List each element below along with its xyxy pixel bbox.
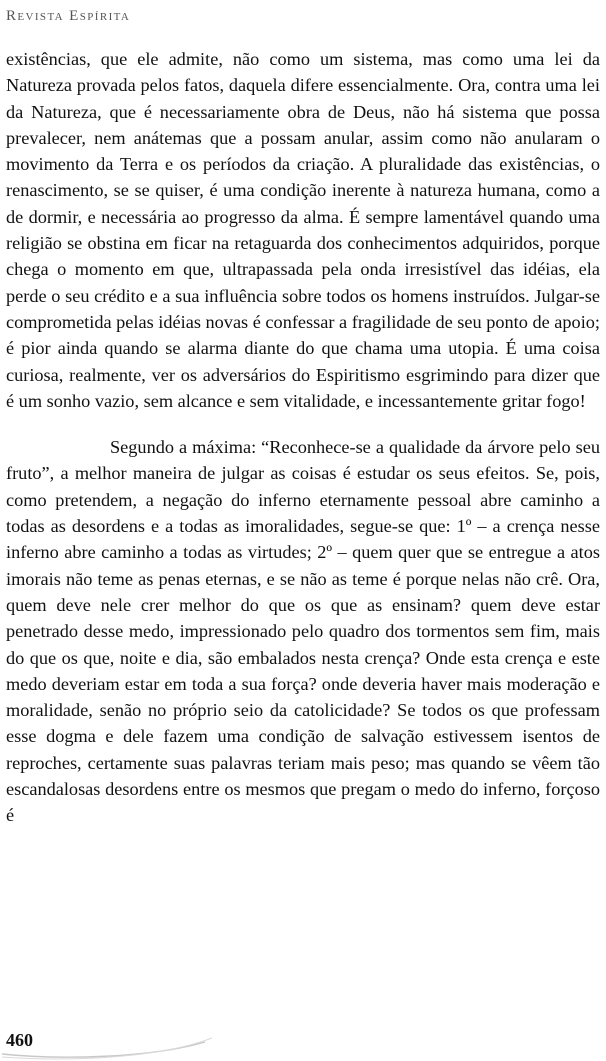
page-number: 460 — [6, 1030, 33, 1050]
paragraph: existências, que ele admite, não como um sistema, mas como uma lei da Natureza provada pelos fatos, daquela difere essencialmente. Ora, contra uma lei da Natureza, que é necessariamente obra de Deus, não há sistema que possa prevalecer, nem anátemas que a possam anular, assim como não anularam o movimento da Terra e os períodos da criação. A pluralidade das existências, o renascimento, se se quiser, é uma condição inerente à natureza humana, como a de dormir, e necessária ao progresso da alma. É sempre lamentável quando uma religião se obstina em ficar na retaguarda dos conhecimentos adquiridos, porque chega o momento em que, ultrapassada pela onda irresistível das idéias, ela perde o seu crédito e a sua influência sobre todos os homens instruídos. Julgar-se comprometida pelas idéias novas é confessar a fragilidade de seu ponto de apoio; é pior ainda quando se alarma diante do que chama uma utopia. É uma coisa curiosa, realmente, ver os adversários do Espiritismo esgrimindo para dizer que é um sonho vazio, sem alcance e sem vitalidade, e incessantemente gritar fogo! — [6, 49, 600, 411]
body-text — [6, 46, 600, 829]
folio-swoosh-ornament — [0, 1024, 220, 1061]
running-title: Revista Espírita — [6, 8, 131, 24]
paragraph: Segundo a máxima: “Reconhece-se a qualidade da árvore pelo seu fruto”, a melhor maneira de julgar as coisas é estudar os seus efeitos. Se, pois, como pretendem, a negação do inferno eternamente pessoal abre caminho a todas as desordens e a todas as imoralidades, segue-se que: 1º – a crença nesse inferno abre caminho a todas as virtudes; 2º – quem quer que se entregue a atos imorais não teme as penas eternas, e se não as teme é porque nelas não crê. Ora, quem deve nele crer melhor do que os que as ensinam? quem deve estar penetrado desse medo, impressionado pelo quadro dos tormentos sem fim, mais do que os que, noite e dia, são embalados nesta crença? Onde esta crença e este medo deveriam estar em toda a sua força? onde deveria haver mais moderação e moralidade, senão no próprio seio da catolicidade? Se todos os que professam esse dogma e dele fazem uma condição de salvação estivessem isentos de reproches, certamente suas palavras teriam mais peso; mas quando se vêem tão escandalosas desordens entre os mesmos que pregam o medo do inferno, forçoso é — [6, 437, 600, 826]
